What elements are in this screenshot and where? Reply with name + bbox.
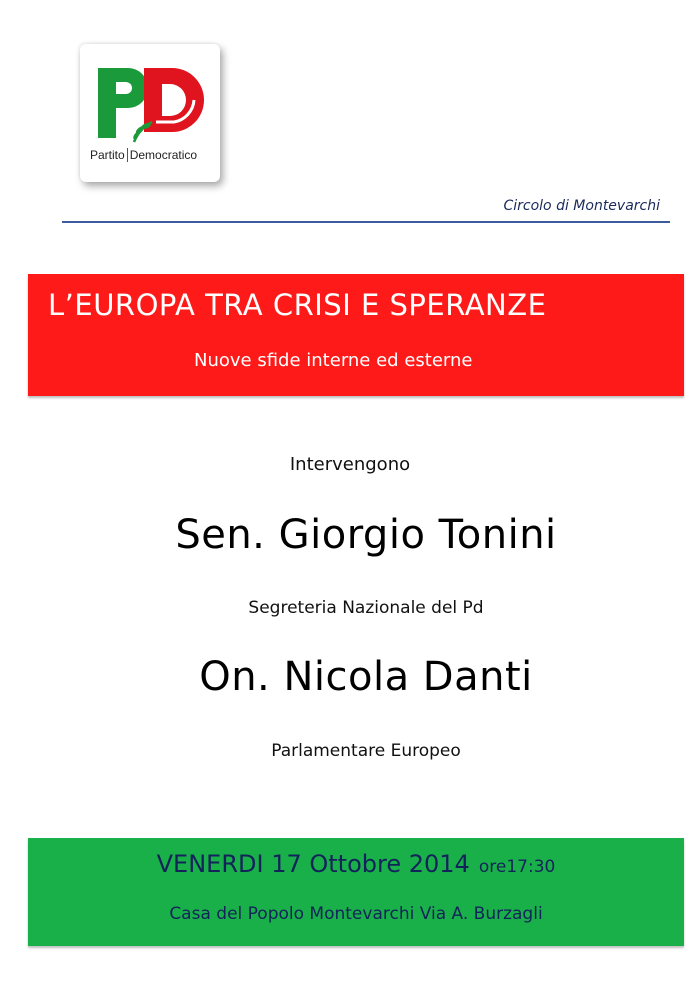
speaker-role: Segreteria Nazionale del Pd bbox=[248, 598, 484, 618]
event-datetime bbox=[28, 850, 684, 878]
logo-caption bbox=[90, 148, 215, 162]
event-time: ore17:30 bbox=[478, 857, 556, 877]
logo-caption-right: Democratico bbox=[129, 148, 198, 162]
circolo-label: Circolo di Montevarchi bbox=[503, 198, 660, 214]
pd-logo-icon bbox=[94, 60, 206, 148]
logo-separator bbox=[127, 148, 128, 162]
header-divider bbox=[62, 221, 670, 223]
event-title: L’EUROPA TRA CRISI E SPERANZE bbox=[48, 288, 547, 322]
party-logo bbox=[80, 44, 220, 182]
event-date: VENERDI 17 Ottobre 2014 bbox=[156, 850, 470, 878]
event-venue: Casa del Popolo Montevarchi Via A. Burzagli bbox=[169, 904, 543, 924]
speaker-name: On. Nicola Danti bbox=[199, 654, 533, 700]
logo-caption-left: Partito bbox=[90, 148, 125, 162]
speaker-role: Parlamentare Europeo bbox=[271, 741, 461, 761]
speaker-name: Sen. Giorgio Tonini bbox=[175, 512, 557, 558]
title-banner bbox=[28, 274, 684, 396]
event-details-banner bbox=[28, 838, 684, 946]
speakers-intro: Intervengono bbox=[289, 454, 411, 475]
event-subtitle: Nuove sfide interne ed esterne bbox=[194, 350, 473, 371]
